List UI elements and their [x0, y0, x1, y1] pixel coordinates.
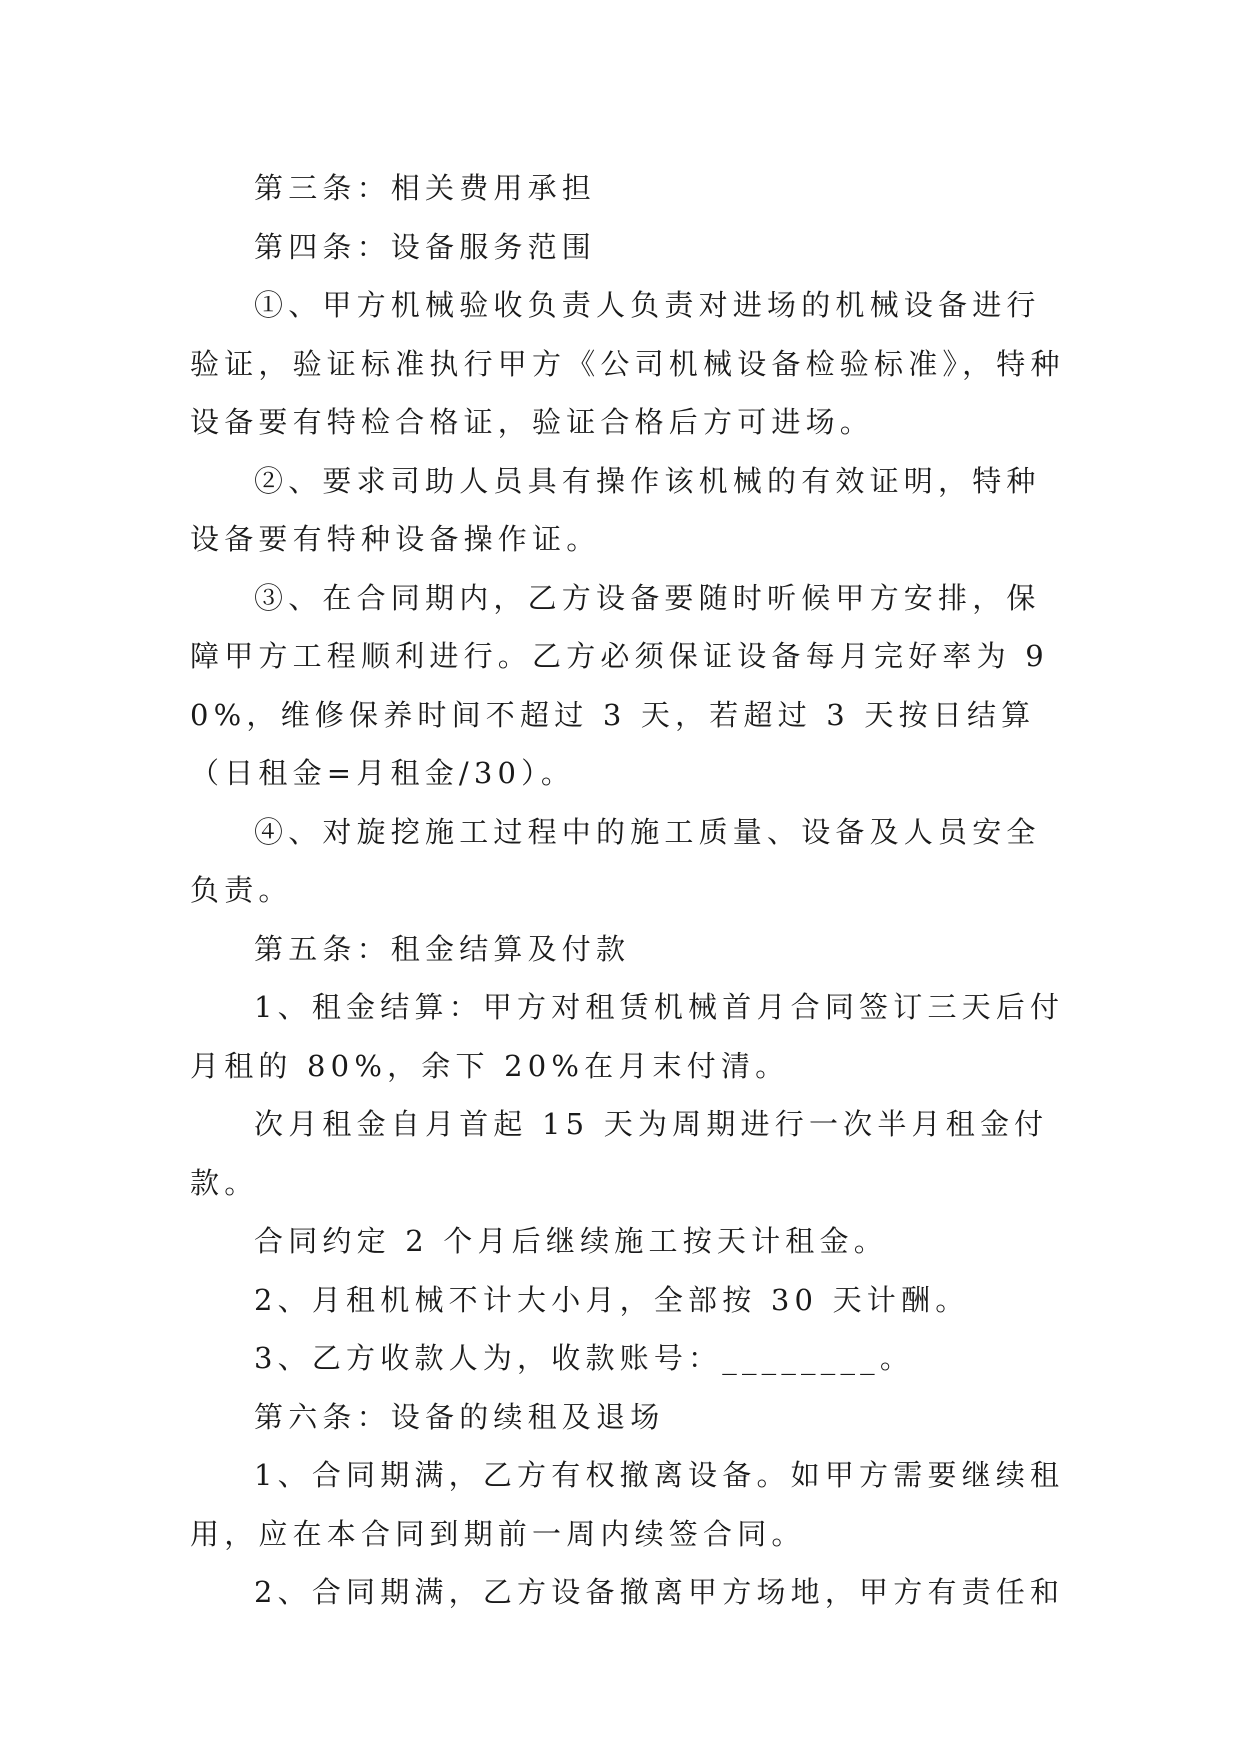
article-3-heading: 第三条：相关费用承担: [254, 171, 597, 205]
article-5-heading: 第五条：租金结算及付款: [254, 931, 631, 966]
item-circle-4: ④、对旋挖施工过程中的施工质量、设备及人员安全负责。: [190, 814, 1041, 907]
item-circle-3: ③、在合同期内，乙方设备要随时听候甲方安排，保障甲方工程顺利进行。乙方必须保证设备每月完好率为 90%，维修保养时间不超过 3 天，若超过 3 天按日结算（日租金=月租金/30）。: [190, 580, 1049, 790]
rent-next-month: 次月租金自月首起 15 天为周期进行一次半月租金付款。: [190, 1107, 1049, 1200]
rent-settlement-1: 1、租金结算：甲方对租赁机械首月合同签订三天后付月租的 80%，余下 20%在月末付清。: [190, 990, 1065, 1083]
renewal-2: 2、合同期满，乙方设备撤离甲方场地，甲方有责任和: [254, 1575, 1065, 1609]
item-circle-1: ①、甲方机械验收负责人负责对进场的机械设备进行验证，验证标准执行甲方《公司机械设备检验标准》，特种设备要有特检合格证，验证合格后方可进场。: [190, 288, 1065, 439]
rent-settlement-3: 3、乙方收款人为，收款账号：________。: [254, 1341, 915, 1375]
rent-settlement-2: 2、月租机械不计大小月，全部按 30 天计酬。: [254, 1282, 970, 1317]
article-6-heading: 第六条：设备的续租及退场: [254, 1399, 665, 1434]
article-4-heading: 第四条：设备服务范围: [254, 229, 597, 264]
document-body: [190, 159, 1070, 1622]
renewal-1: 1、合同期满，乙方有权撤离设备。如甲方需要继续租用，应在本合同到期前一周内续签合同。: [190, 1458, 1065, 1551]
item-circle-2: ②、要求司助人员具有操作该机械的有效证明，特种设备要有特种设备操作证。: [190, 463, 1041, 556]
rent-contract-2-months: 合同约定 2 个月后继续施工按天计租金。: [254, 1224, 888, 1258]
